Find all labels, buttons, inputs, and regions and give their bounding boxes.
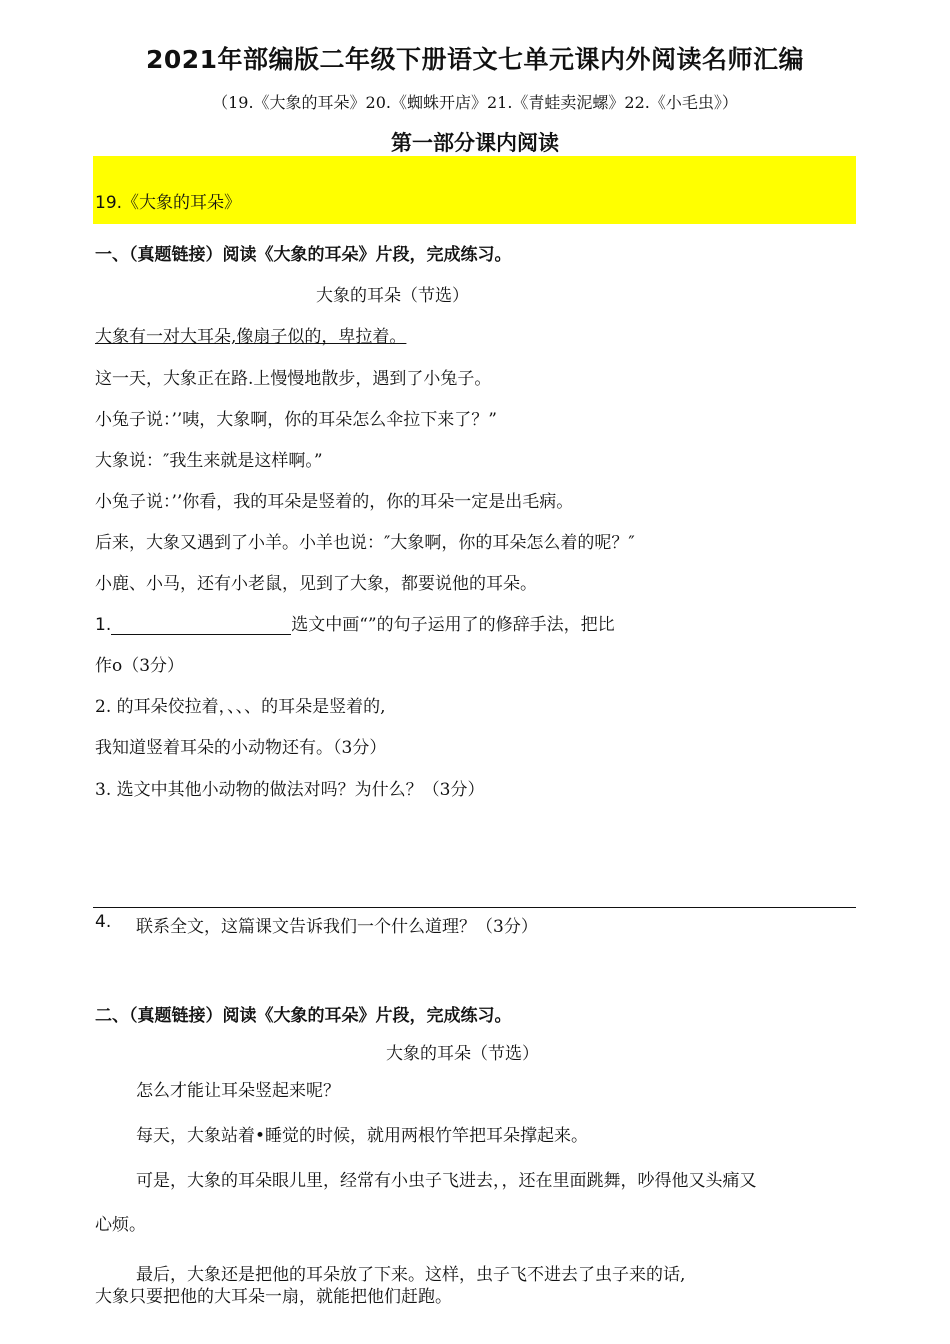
answer-blank[interactable] <box>111 618 291 635</box>
document-subtitle: （19.《大象的耳朵》20.《蜘蛛开店》21.《青蛙卖泥螺》22.《小毛虫》） <box>212 93 738 112</box>
section2-paragraph: 怎么才能让耳朵竖起来呢？ <box>136 1081 340 1101</box>
section2-paragraph-cont: 心烦。 <box>95 1215 146 1235</box>
section2-paragraph: 每天，大象站着•睡觉的时候，就用两根竹竿把耳朵撑起来。 <box>136 1126 589 1146</box>
passage-line: 小鹿、小马，还有小老鼠，见到了大象，都要说他的耳朵。 <box>95 574 537 594</box>
section1-heading: 一、（真题链接）阅读《大象的耳朵》片段，完成练习。 <box>95 245 512 265</box>
part-title: 第一部分课内阅读 <box>391 131 559 155</box>
question-2-line-1: 2. 的耳朵佼拉着，、、、的耳朵是竖着的, <box>95 697 386 717</box>
section2-heading: 二、（真题链接）阅读《大象的耳朵》片段，完成练习。 <box>95 1006 512 1026</box>
document-title: 2021年部编版二年级下册语文七单元课内外阅读名师汇编 <box>145 45 805 74</box>
passage-line: 小兔子说：’’咦，大象啊，你的耳朵怎么伞拉下来了？” <box>95 410 497 430</box>
section2-paragraph-cont: 大象只要把他的大耳朵一扇，就能把他们赶跑。 <box>95 1287 452 1307</box>
passage-line: 这一天，大象正在路.上慢慢地散步，遇到了小兔子。 <box>95 369 492 389</box>
passage-line-underlined: 大象有一对大耳朵,像扇子似的，卑拉着。 <box>95 327 407 347</box>
question-1-number: 1. <box>95 615 112 635</box>
section2-paragraph: 最后，大象还是把他的耳朵放了下来。这样，虫子飞不进去了虫子来的话, <box>136 1265 686 1285</box>
section2-passage-title: 大象的耳朵（节选） <box>386 1044 539 1064</box>
question-3: 3. 选文中其他小动物的做法对吗？为什么？（3分） <box>95 780 485 800</box>
passage-line: 大象说：″我生来就是这样啊。” <box>95 451 323 471</box>
passage-line: 后来，大象又遇到了小羊。小羊也说：″大象啊，你的耳朵怎么着的呢？″ <box>95 533 635 553</box>
question-1-text: 选文中画“”的句子运用了的修辞手法，把比 <box>291 615 615 635</box>
section2-paragraph: 可是，大象的耳朵眼儿里，经常有小虫子飞进去，，还在里面跳舞，吵得他又头痛又 <box>136 1171 757 1191</box>
section1-passage-title: 大象的耳朵（节选） <box>316 286 469 306</box>
section-label: 19.《大象的耳朵》 <box>95 193 242 213</box>
question-4-number: 4. <box>95 912 112 932</box>
passage-line: 小兔子说：’’你看，我的耳朵是竖着的，你的耳朵一定是出毛病。 <box>95 492 574 512</box>
question-2-line-2: 我知道竖着耳朵的小动物还有。（3分） <box>95 738 387 758</box>
question-1 <box>95 610 615 635</box>
answer-line <box>93 907 856 908</box>
question-4-text: 联系全文，这篇课文告诉我们一个什么道理？（3分） <box>136 917 538 937</box>
question-1-continuation: 作o（3分） <box>95 656 185 676</box>
